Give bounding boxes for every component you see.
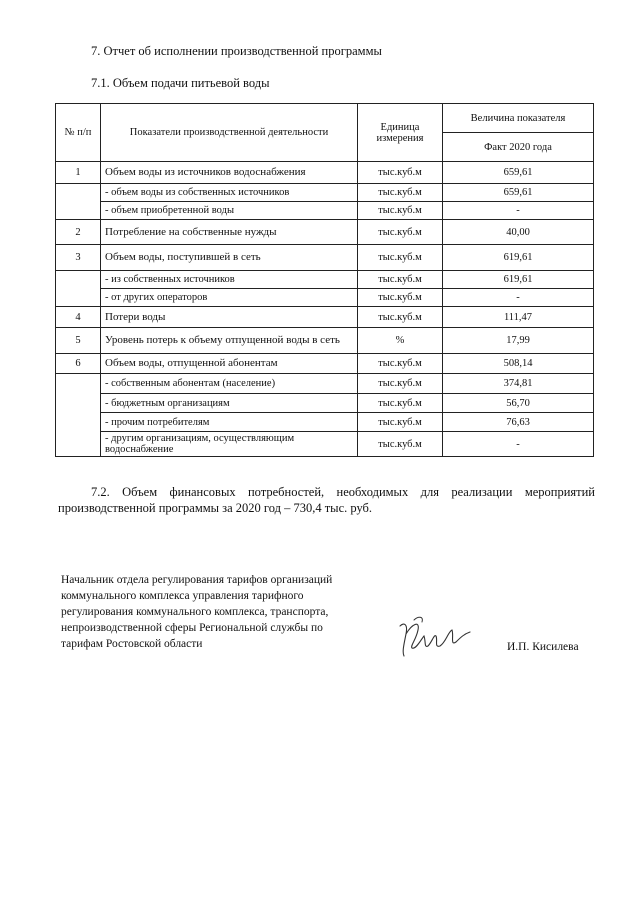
row-unit: тыс.куб.м xyxy=(358,374,443,394)
row-unit: % xyxy=(358,328,443,354)
row-indicator: Потери воды xyxy=(101,307,358,328)
row-num xyxy=(56,374,101,457)
row-value: 659,61 xyxy=(443,184,594,202)
position-line: непроизводственной сферы Региональной службы по xyxy=(61,622,323,634)
row-unit: тыс.куб.м xyxy=(358,162,443,184)
row-indicator: - бюджетным организациям xyxy=(101,394,358,413)
row-indicator: - объем воды из собственных источников xyxy=(101,184,358,202)
row-value: 374,81 xyxy=(443,374,594,394)
row-unit: тыс.куб.м xyxy=(358,245,443,271)
header-unit: Единица измерения xyxy=(358,104,443,162)
row-value: 76,63 xyxy=(443,413,594,432)
row-unit: тыс.куб.м xyxy=(358,184,443,202)
row-num xyxy=(56,271,101,307)
header-value-sub: Факт 2020 года xyxy=(443,133,594,162)
row-indicator: Объем воды, поступившей в сеть xyxy=(101,245,358,271)
row-value: 508,14 xyxy=(443,354,594,374)
subsection-title: 7.1. Объем подачи питьевой воды xyxy=(91,76,270,90)
row-indicator: - прочим потребителям xyxy=(101,413,358,432)
row-num: 4 xyxy=(56,307,101,328)
row-value: - xyxy=(443,202,594,220)
row-value: 619,61 xyxy=(443,245,594,271)
row-indicator: Потребление на собственные нужды xyxy=(101,220,358,245)
header-indicator: Показатели производственной деятельности xyxy=(101,104,358,162)
position-line: регулирования коммунального комплекса, транспорта, xyxy=(61,606,329,618)
row-indicator: Уровень потерь к объему отпущенной воды в сеть xyxy=(101,328,358,354)
signatory-name: И.П. Кисилева xyxy=(507,641,579,653)
table-row xyxy=(56,162,594,184)
header-num: № п/п xyxy=(56,104,101,162)
row-num: 1 xyxy=(56,162,101,184)
row-unit: тыс.куб.м xyxy=(358,202,443,220)
table-row xyxy=(56,394,594,413)
row-unit: тыс.куб.м xyxy=(358,413,443,432)
row-indicator: - другим организациям, осуществляющим водоснабжение xyxy=(101,432,358,457)
row-value: 659,61 xyxy=(443,162,594,184)
row-indicator: - от других операторов xyxy=(101,289,358,307)
table-row xyxy=(56,328,594,354)
position-line: коммунального комплекса управления тарифного xyxy=(61,590,304,602)
row-num: 6 xyxy=(56,354,101,374)
water-supply-table xyxy=(55,103,594,457)
row-num: 5 xyxy=(56,328,101,354)
table-row xyxy=(56,202,594,220)
table-row xyxy=(56,289,594,307)
handwritten-signature xyxy=(394,612,474,662)
signatory-position xyxy=(61,572,381,652)
position-line: Начальник отдела регулирования тарифов организаций xyxy=(61,574,333,586)
table-row xyxy=(56,271,594,289)
row-num: 2 xyxy=(56,220,101,245)
table-row xyxy=(56,307,594,328)
row-value: 17,99 xyxy=(443,328,594,354)
paragraph-text: 7.2. Объем финансовых потребностей, необходимых для реализации мероприятий производственной программы за 2020 год – 730,4 тыс. руб. xyxy=(58,485,595,515)
row-indicator: Объем воды, отпущенной абонентам xyxy=(101,354,358,374)
table-row xyxy=(56,432,594,457)
table-row xyxy=(56,245,594,271)
section-title: 7. Отчет об исполнении производственной программы xyxy=(91,44,382,58)
row-value: 619,61 xyxy=(443,271,594,289)
position-line: тарифам Ростовской области xyxy=(61,638,203,650)
row-num xyxy=(56,184,101,220)
row-unit: тыс.куб.м xyxy=(358,220,443,245)
table-row xyxy=(56,220,594,245)
row-unit: тыс.куб.м xyxy=(358,394,443,413)
header-value-group: Величина показателя xyxy=(443,104,594,133)
row-unit: тыс.куб.м xyxy=(358,432,443,457)
row-unit: тыс.куб.м xyxy=(358,271,443,289)
row-value: - xyxy=(443,289,594,307)
row-unit: тыс.куб.м xyxy=(358,354,443,374)
row-value: 40,00 xyxy=(443,220,594,245)
table-row xyxy=(56,184,594,202)
table-row xyxy=(56,374,594,394)
row-unit: тыс.куб.м xyxy=(358,307,443,328)
row-num: 3 xyxy=(56,245,101,271)
row-unit: тыс.куб.м xyxy=(358,289,443,307)
financial-needs-paragraph xyxy=(58,484,595,516)
row-indicator: - из собственных источников xyxy=(101,271,358,289)
table-row xyxy=(56,413,594,432)
row-value: - xyxy=(443,432,594,457)
row-indicator: - собственным абонентам (население) xyxy=(101,374,358,394)
row-indicator: - объем приобретенной воды xyxy=(101,202,358,220)
table-row xyxy=(56,354,594,374)
row-value: 111,47 xyxy=(443,307,594,328)
row-indicator: Объем воды из источников водоснабжения xyxy=(101,162,358,184)
row-value: 56,70 xyxy=(443,394,594,413)
